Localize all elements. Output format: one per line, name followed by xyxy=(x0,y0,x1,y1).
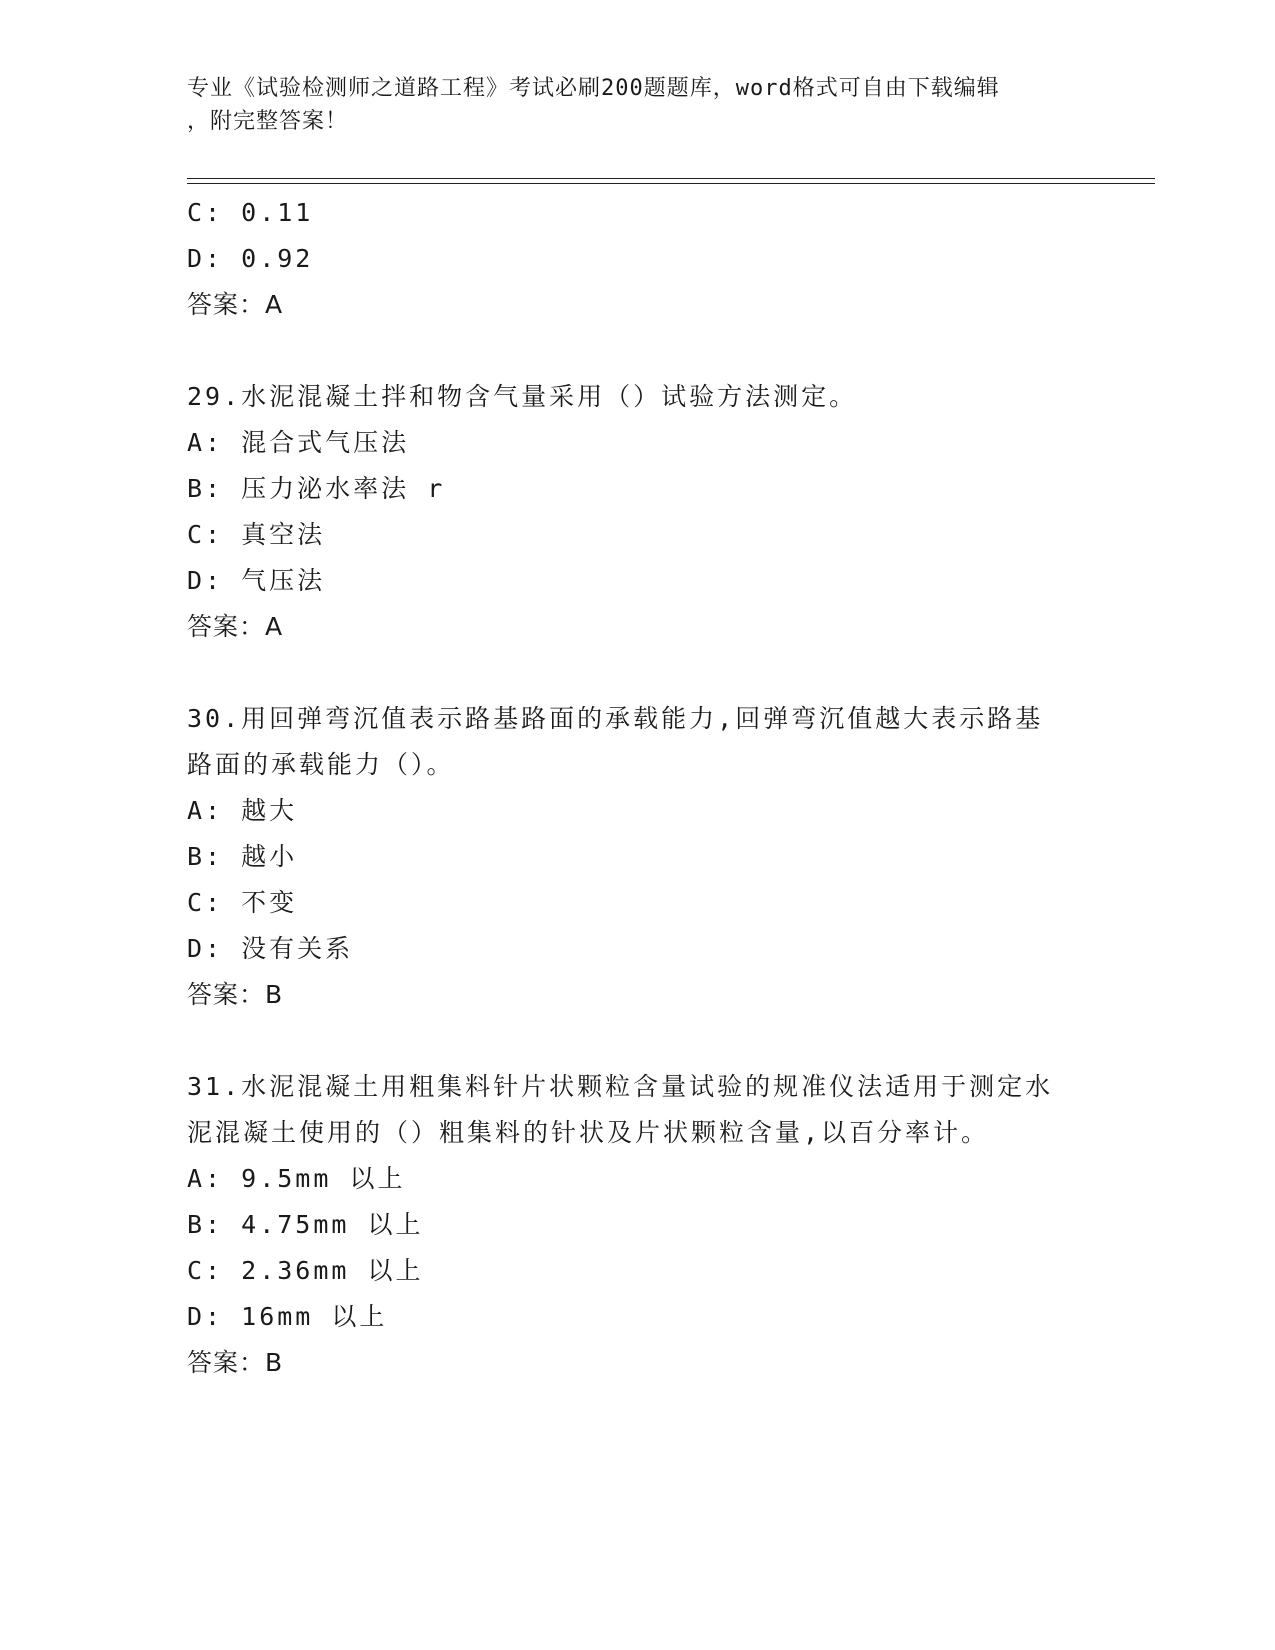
option-b: B: 越小 xyxy=(187,842,298,871)
answer-line: 答案：A xyxy=(187,612,284,641)
option-a: A: 混合式气压法 xyxy=(187,428,410,457)
answer-line: 答案：B xyxy=(187,980,284,1009)
option-d: D: 没有关系 xyxy=(187,934,354,963)
header-rule-top xyxy=(187,178,1155,179)
option-c: C: 2.36mm 以上 xyxy=(187,1256,424,1285)
document-header xyxy=(187,72,1087,138)
option-b: B: 4.75mm 以上 xyxy=(187,1210,424,1239)
question-text-cont: 泥混凝土使用的（）粗集料的针状及片状颗粒含量,以百分率计。 xyxy=(187,1118,990,1147)
option-c: C: 0.11 xyxy=(187,198,314,227)
header-line-1: 专业《试验检测师之道路工程》考试必刷200题题库，word格式可自由下载编辑 xyxy=(187,76,1000,101)
question-31 xyxy=(187,1064,1087,1386)
option-d: D: 0.92 xyxy=(187,244,314,273)
option-d: D: 16mm 以上 xyxy=(187,1302,388,1331)
header-rule-bottom xyxy=(187,183,1155,184)
option-c: C: 真空法 xyxy=(187,520,326,549)
question-content xyxy=(187,190,1087,1386)
option-a: A: 越大 xyxy=(187,796,298,825)
question-text: 31.水泥混凝土用粗集料针片状颗粒含量试验的规准仪法适用于测定水 xyxy=(187,1072,1054,1101)
question-text: 30.用回弹弯沉值表示路基路面的承载能力,回弹弯沉值越大表示路基 xyxy=(187,704,1044,733)
option-d: D: 气压法 xyxy=(187,566,326,595)
question-30 xyxy=(187,696,1087,1018)
question-text: 29.水泥混凝土拌和物含气量采用（）试验方法测定。 xyxy=(187,382,858,411)
spacer xyxy=(187,1018,1087,1064)
prev-question-block xyxy=(187,190,1087,328)
option-a: A: 9.5mm 以上 xyxy=(187,1164,406,1193)
answer-line: 答案：B xyxy=(187,1348,284,1377)
header-line-2: ，附完整答案！ xyxy=(187,109,349,134)
option-b: B: 压力泌水率法 r xyxy=(187,474,446,503)
spacer xyxy=(187,328,1087,374)
spacer xyxy=(187,650,1087,696)
question-29 xyxy=(187,374,1087,650)
answer-line: 答案：A xyxy=(187,290,284,319)
question-text-cont: 路面的承载能力（）。 xyxy=(187,750,455,779)
option-c: C: 不变 xyxy=(187,888,298,917)
